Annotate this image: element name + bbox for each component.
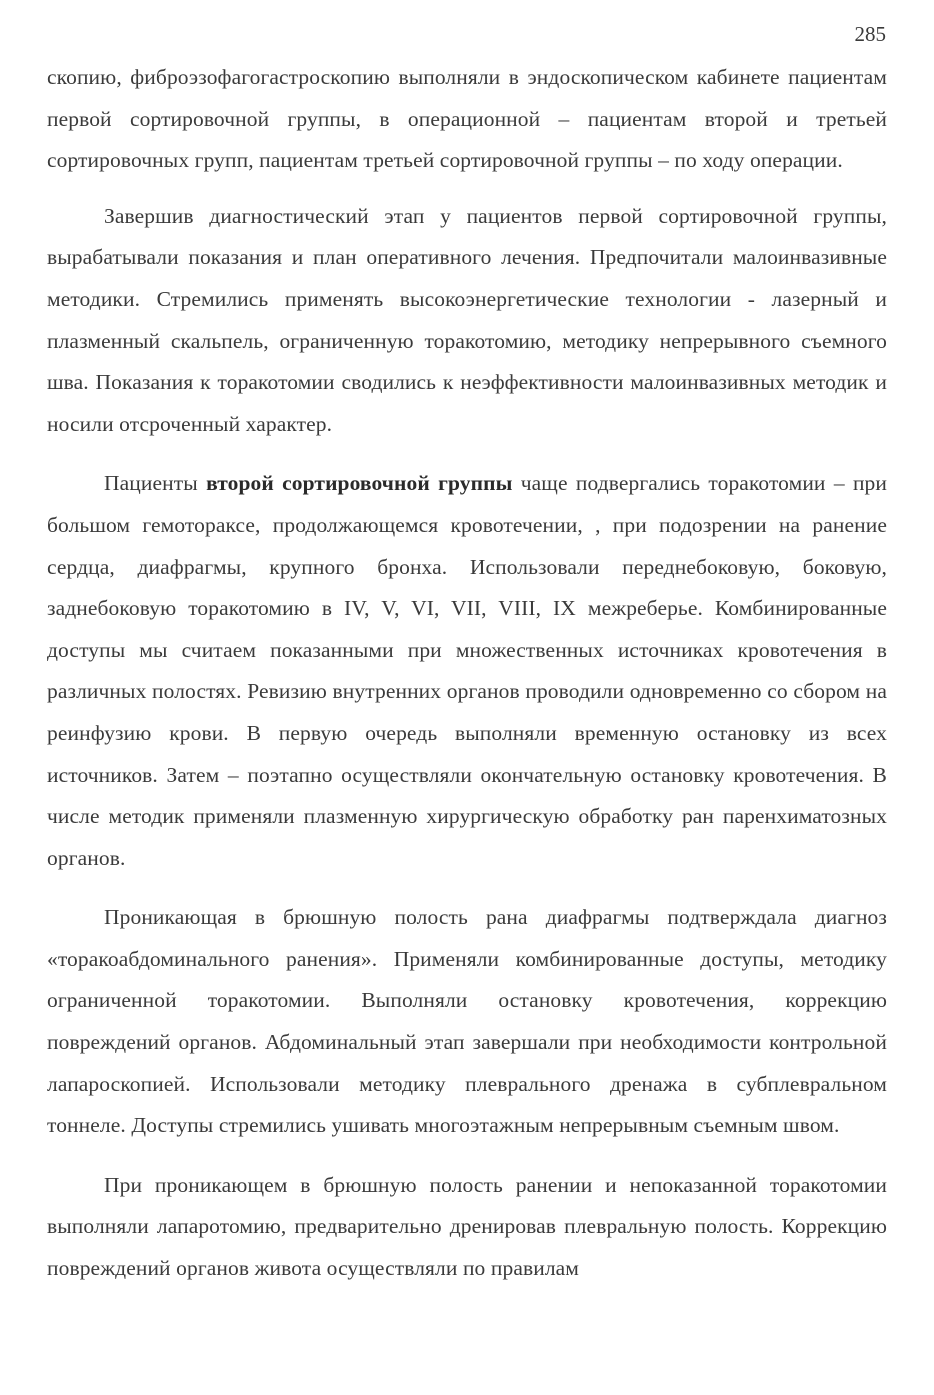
paragraph-rest: чаще подвергались торакотомии – при большом гемотораксе, продолжающемся кровотечении, , при подозрении на ранение сердца, диафрагмы, крупного бронха. Использовали переднебоковую, боковую, заднебоковую торакотомию в IV, V, VI, VII, VIII, IX межреберье. Комбинированные доступы мы считаем показанными при множественных источниках кровотечения в различных полостях. Ревизию внутренних органов проводили одновременно со сбором на реинфузию крови. В первую очередь выполняли временную остановку из всех источников. Затем – поэтапно осуществляли окончательную остановку кровотечения. В числе методик применяли плазменную хирургическую обработку ран паренхиматозных органов. [47,471,888,870]
paragraph-second-group [47,463,887,879]
paragraph-diaphragm-wound: Проникающая в брюшную полость рана диафрагмы подтверждала диагноз «торакоабдоминального ранения». Применяли комбинированные доступы, методику ограниченной торакотомии. Выполняли остановку кровотечения, коррекцию повреждений органов. Абдоминальный этап завершали при необходимости контрольной лапароскопией. Использовали методику плеврального дренажа в субплевральном тоннеле. Доступы стремились ушивать многоэтажным непрерывным съемным швом. [47,905,887,1138]
bold-term: второй сортировочной группы [206,471,513,496]
paragraph-first-group: Завершив диагностический этап у пациентов первой сортировочной группы, вырабатывали показания и план оперативного лечения. Предпочитали малоинвазивные методики. Стремились применять высокоэнергетические технологии - лазерный и плазменный скальпель, ограниченную торакотомию, методику непрерывного съемного шва. Показания к торакотомии сводились к неэффективности малоинвазивных методик и носили отсроченный характер. [47,203,887,436]
body-text [47,57,887,1290]
paragraph-laparotomy: При проникающем в брюшную полость ранении и непоказанной торакотомии выполняли лапаротомию, предварительно дренировав плевральную полость. Коррекцию повреждений органов живота осуществляли по правилам [47,1172,887,1281]
page-number: 285 [854,22,886,46]
paragraph-continuation: скопию, фиброэзофагогастроскопию выполняли в эндоскопическом кабинете пациентам первой сортировочной группы, в операционной – пациентам второй и третьей сортировочных групп, пациентам третьей сортировочной группы – по ходу операции. [47,65,887,173]
paragraph-lead: Пациенты [104,471,207,496]
